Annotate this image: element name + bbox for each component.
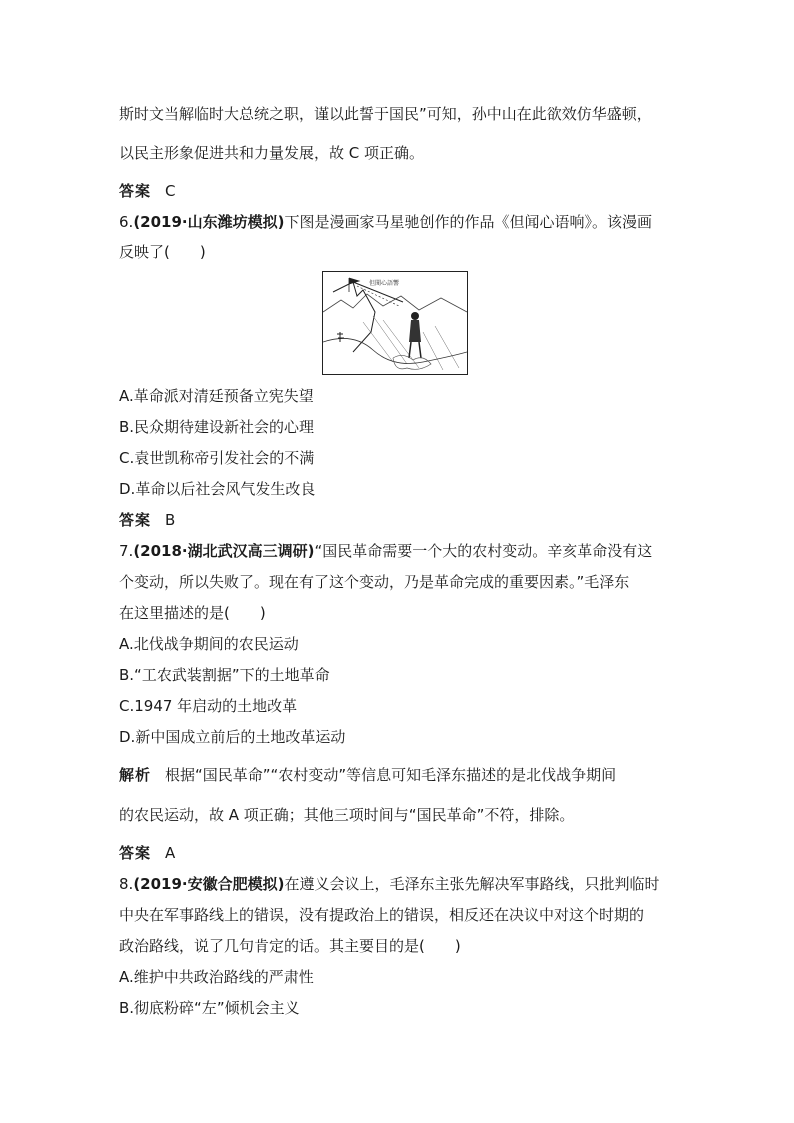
q8-option-b: B.彻底粉碎“左”倾机会主义 [119, 999, 300, 1017]
question-stem: 下图是漫画家马星驰创作的作品《但闻心语响》。该漫画 [284, 213, 652, 231]
question-number: 7. [119, 542, 134, 560]
q7-option-d: D.新中国成立前后的土地改革运动 [119, 728, 346, 746]
q6-answer [119, 510, 175, 530]
q7-stem-line-3: 在这里描述的是( ) [119, 604, 266, 622]
q6-stem-line-1 [119, 212, 652, 232]
answer-value: A [165, 844, 176, 862]
question-stem: “国民革命需要一个大的农村变动。辛亥革命没有这 [314, 542, 653, 560]
q7-option-b: B.“工农武装割据”下的土地革命 [119, 666, 330, 684]
q8-stem-line-3: 政治路线，说了几句肯定的话。其主要目的是( ) [119, 937, 461, 955]
q7-analysis-line-1 [119, 765, 616, 785]
q8-stem-line-1 [119, 874, 660, 894]
question-number: 6. [119, 213, 134, 231]
question-source: (2018·湖北武汉高三调研) [133, 542, 315, 560]
cartoon-caption: 但聞心語響 [369, 280, 400, 287]
question-source: (2019·山东潍坊模拟) [133, 213, 285, 231]
analysis-label: 解析 [119, 766, 152, 784]
answer-label: 答案 [119, 511, 152, 529]
q7-analysis-line-2: 的农民运动，故 A 项正确；其他三项时间与“国民革命”不符，排除。 [119, 806, 575, 824]
q7-stem-line-2: 个变动，所以失败了。现在有了这个变动，乃是革命完成的重要因素。”毛泽东 [119, 573, 630, 591]
question-number: 8. [119, 875, 134, 893]
cartoon-drawing [323, 272, 467, 374]
q6-cartoon-image [322, 271, 468, 375]
question-stem: 在遵义会议上，毛泽东主张先解决军事路线，只批判临时 [284, 875, 660, 893]
answer-value: B [165, 511, 176, 529]
q7-stem-line-1 [119, 541, 652, 561]
q7-option-c: C.1947 年启动的土地改革 [119, 697, 298, 715]
q8-stem-line-2: 中央在军事路线上的错误，没有提政治上的错误，相反还在决议中对这个时期的 [119, 906, 645, 924]
answer-label: 答案 [119, 182, 152, 200]
answer-value: C [165, 182, 176, 200]
q7-answer [119, 843, 175, 863]
q5-explanation-line-2: 以民主形象促进共和力量发展，故 C 项正确。 [119, 144, 425, 162]
q5-explanation-line-1: 斯时文当解临时大总统之职，谨以此誓于国民”可知，孙中山在此欲效仿华盛顿， [119, 105, 652, 123]
q6-option-a: A.革命派对清廷预备立宪失望 [119, 387, 314, 405]
q7-option-a: A.北伐战争期间的农民运动 [119, 635, 299, 653]
answer-label: 答案 [119, 844, 152, 862]
question-source: (2019·安徽合肥模拟) [133, 875, 285, 893]
q8-option-a: A.维护中共政治路线的严肃性 [119, 968, 314, 986]
q6-stem-line-2: 反映了( ) [119, 243, 206, 261]
q6-option-b: B.民众期待建设新社会的心理 [119, 418, 315, 436]
q6-option-d: D.革命以后社会风气发生改良 [119, 480, 316, 498]
q5-answer [119, 181, 176, 201]
q6-option-c: C.袁世凯称帝引发社会的不满 [119, 449, 315, 467]
analysis-text: 根据“国民革命”“农村变动”等信息可知毛泽东描述的是北伐战争期间 [165, 766, 617, 784]
